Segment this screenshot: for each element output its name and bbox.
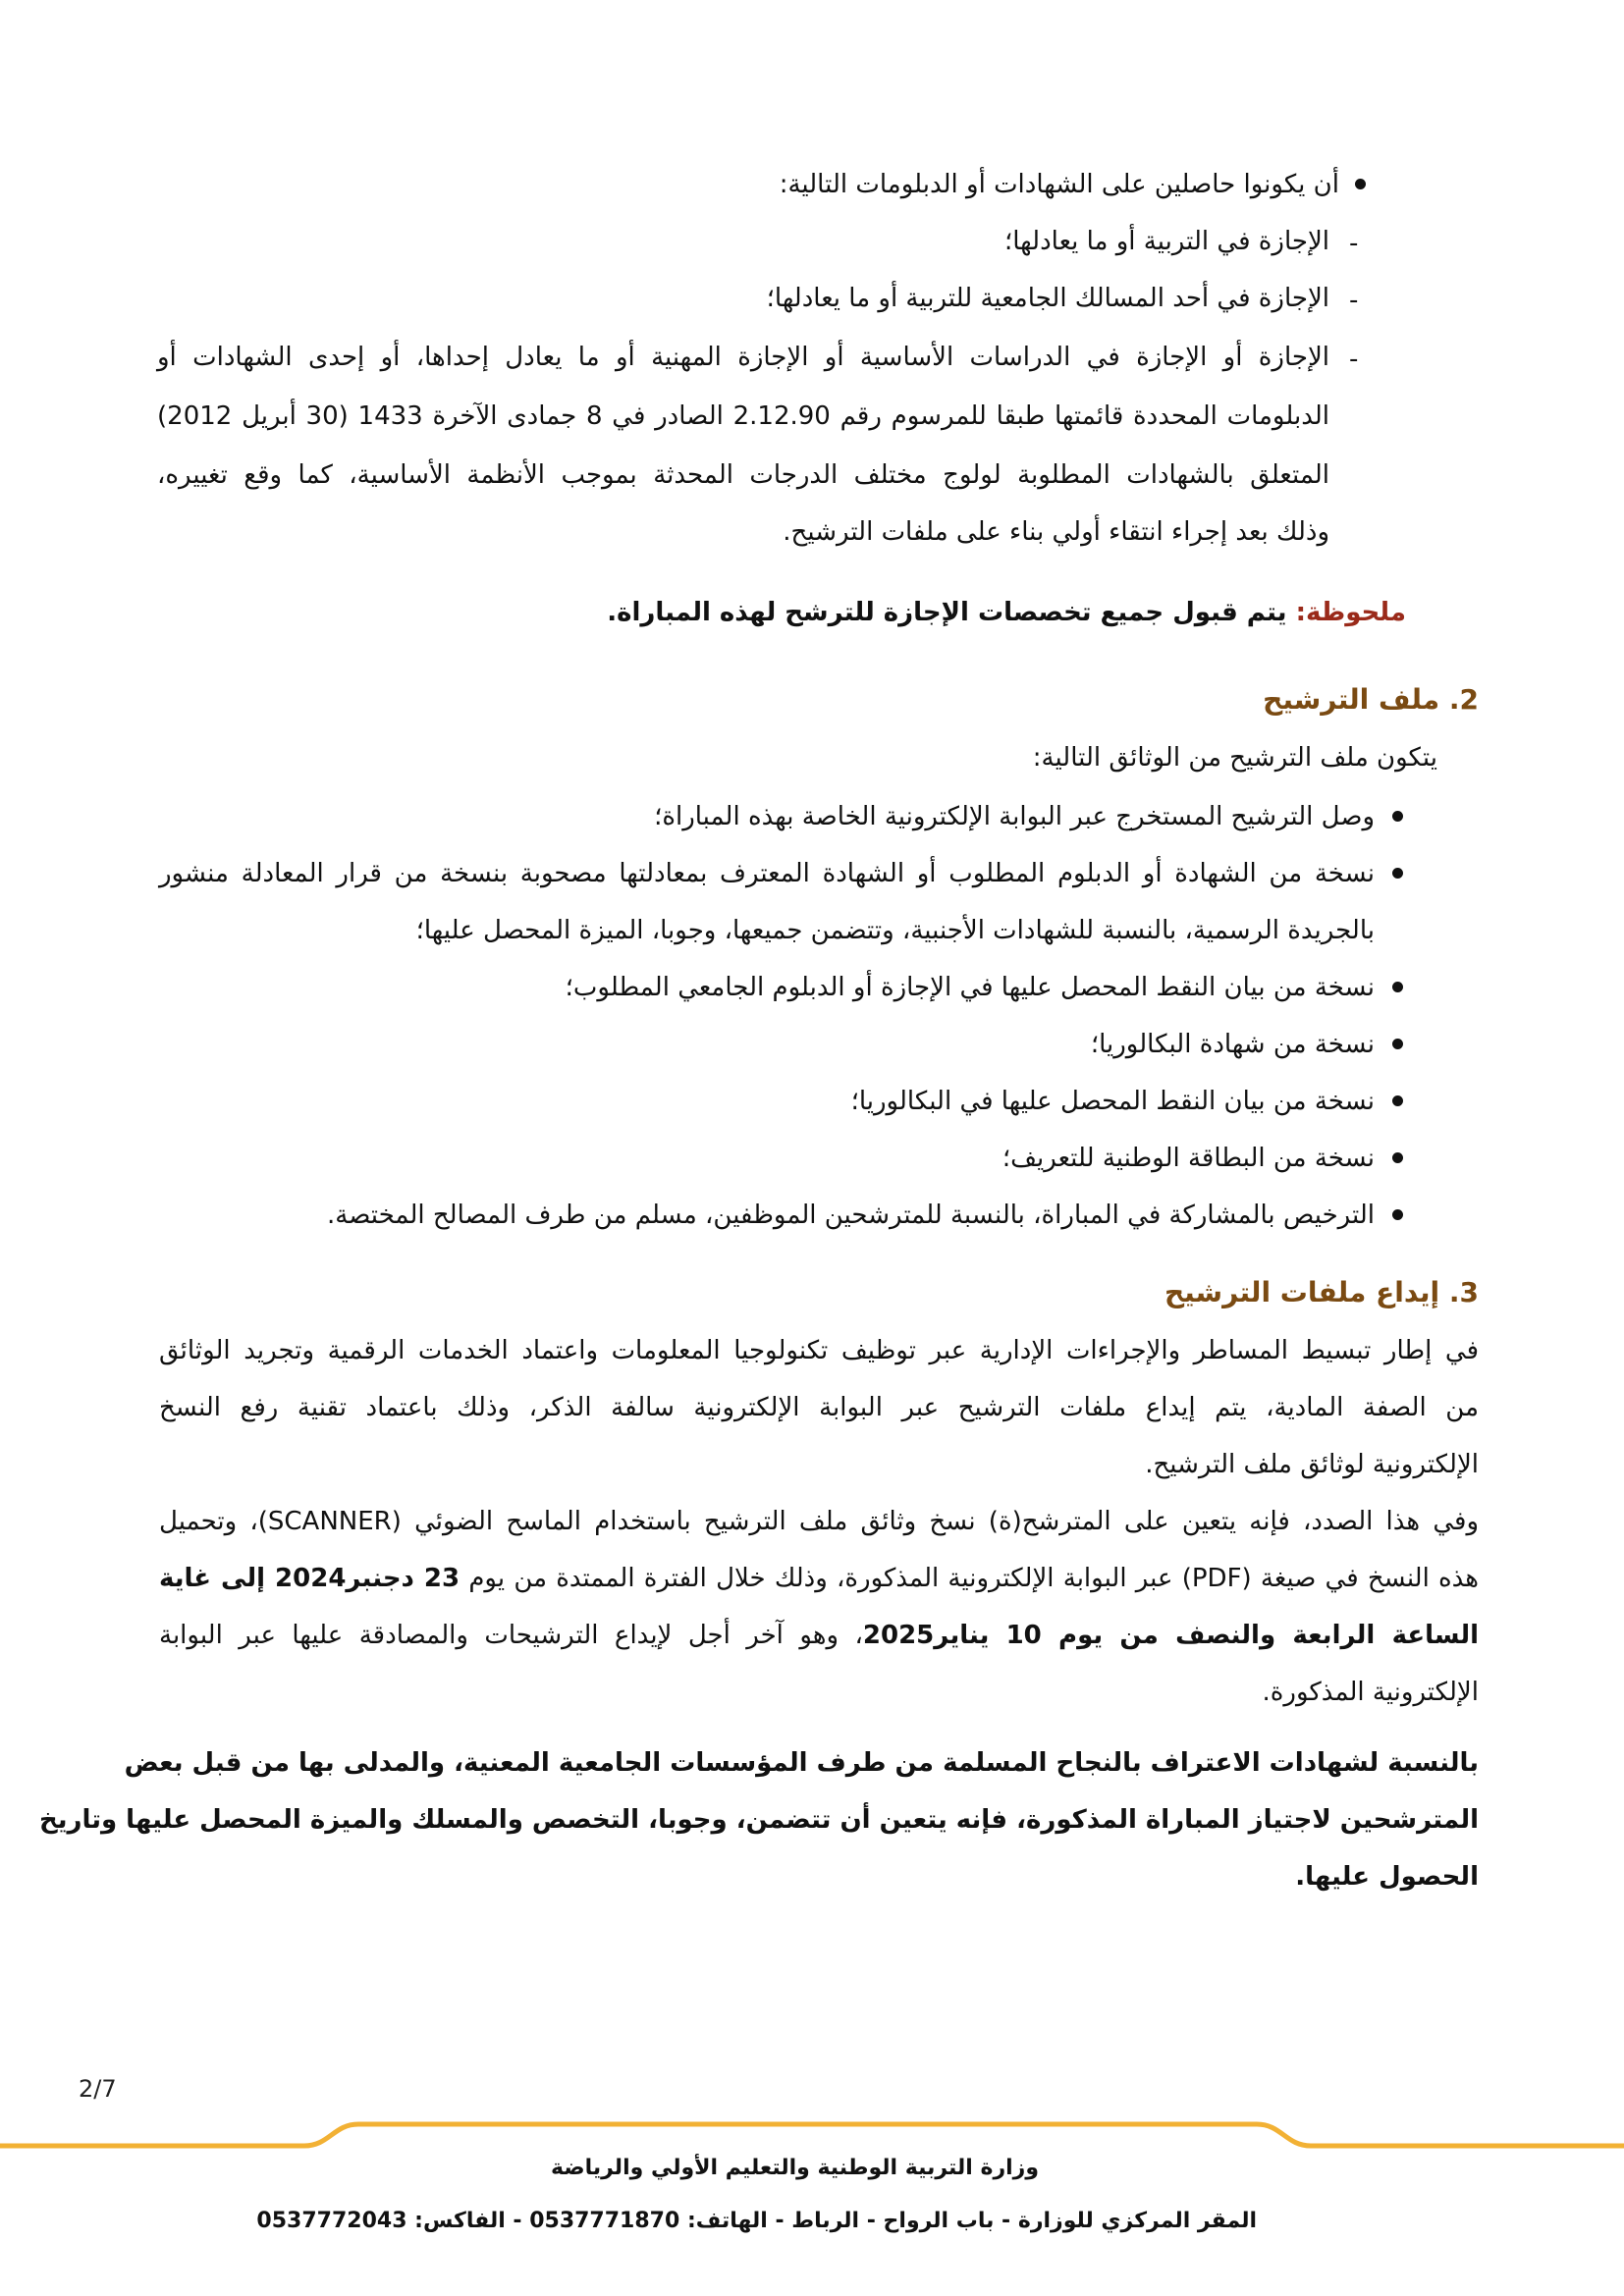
footer-ministry: وزارة التربية الوطنية والتعليم الأولي والرياضة: [551, 2156, 1039, 2180]
document-item: نسخة من الشهادة أو الدبلوم المطلوب أو الشهادة المعترف بمعادلتها مصحوبة بنسخة من قرار المعادلة منشور: [159, 859, 1375, 888]
dash-icon: -: [1349, 229, 1359, 258]
document-item: نسخة من بيان النقط المحصل عليها في البكالوريا؛: [850, 1087, 1375, 1116]
section-3-paragraph-line: الإلكترونية لوثائق ملف الترشيح.: [1145, 1450, 1479, 1479]
document-item: وصل الترشيح المستخرج عبر البوابة الإلكترونية الخاصة بهذه المباراة؛: [654, 802, 1375, 831]
bullet-icon: [1392, 1209, 1403, 1220]
condition-item-line: الدبلومات المحددة قائمتها طبقا للمرسوم رقم 2.12.90 الصادر في 8 جمادى الآخرة 1433 (30 أبريل 2012): [157, 401, 1329, 431]
section-2-title: ملف الترشيح: [1263, 683, 1440, 716]
section-3-paragraph-line: من الصفة المادية، يتم إيداع ملفات الترشيح عبر البوابة الإلكترونية سالفة الذكر، وذلك باعتماد تقنية رفع النسخ: [159, 1393, 1479, 1422]
bullet-icon: [1355, 179, 1366, 189]
section-3-title: إيداع ملفات الترشيح: [1164, 1276, 1440, 1308]
section-2-number: 2.: [1448, 683, 1479, 716]
certificate-note-line: الحصول عليها.: [1295, 1862, 1479, 1892]
deposit-period-text: هذه النسخ في صيغة (PDF) عبر البوابة الإلكترونية المذكورة، وذلك خلال الفترة الممتدة من يوم: [460, 1564, 1480, 1593]
dash-icon: -: [1349, 286, 1359, 315]
certificate-note-line: المترشحين لاجتياز المباراة المذكورة، فإنه يتعين أن تتضمن، وجوبا، التخصص والمسلك والميزة المحصل عليها وتاريخ: [38, 1805, 1479, 1835]
bullet-icon: [1392, 1039, 1403, 1049]
footer-address: المقر المركزي للوزارة - باب الرواح - الرباط - الهاتف: 0537771870 - الفاكس: 0537772043: [256, 2209, 1257, 2233]
note-text: يتم قبول جميع تخصصات الإجازة للترشح لهذه المباراة.: [607, 598, 1296, 627]
section-3-paragraph-line: في إطار تبسيط المساطر والإجراءات الإدارية عبر توظيف تكنولوجيا المعلومات واعتماد الخدمات الرقمية وتجريد الوثائق: [159, 1336, 1479, 1365]
document-item: الترخيص بالمشاركة في المباراة، بالنسبة للمترشحين الموظفين، مسلم من طرف المصالح المختصة.: [327, 1201, 1375, 1230]
conditions-intro: أن يكونوا حاصلين على الشهادات أو الدبلومات التالية:: [779, 170, 1339, 199]
section-3-paragraph-line: وفي هذا الصدد، فإنه يتعين على المترشح(ة) نسخ وثائق ملف الترشيح باستخدام الماسح الضوئي (SCANNER)، وتحميل: [159, 1507, 1479, 1536]
section-2-heading: [1263, 679, 1479, 721]
bullet-icon: [1392, 868, 1403, 879]
section-3-paragraph-line: [159, 1559, 1479, 1598]
certificate-note-line: بالنسبة لشهادات الاعتراف بالنجاح المسلمة من طرف المؤسسات الجامعية المعنية، والمدلى بها من قبل بعض: [124, 1748, 1479, 1778]
bullet-icon: [1392, 982, 1403, 992]
bullet-icon: [1392, 811, 1403, 822]
deposit-deadline-text: ، وهو آخر أجل لإيداع الترشيحات والمصادقة عليها عبر البوابة: [159, 1621, 863, 1650]
condition-item-line: الإجازة أو الإجازة في الدراسات الأساسية أو الإجازة المهنية أو ما يعادل إحداها، أو إحدى الشهادات أو: [157, 343, 1329, 372]
deposit-deadline: الساعة الرابعة والنصف من يوم 10 يناير2025: [862, 1621, 1479, 1650]
section-2-intro: يتكون ملف الترشيح من الوثائق التالية:: [1032, 743, 1437, 773]
document-item: نسخة من البطاقة الوطنية للتعريف؛: [1001, 1144, 1375, 1173]
section-3-paragraph-line: الإلكترونية المذكورة.: [1262, 1678, 1479, 1707]
condition-item: الإجازة في التربية أو ما يعادلها؛: [1003, 227, 1329, 256]
note-label: ملحوظة:: [1295, 598, 1406, 627]
document-item-continued: بالجريدة الرسمية، بالنسبة للشهادات الأجنبية، وتتضمن جميعها، وجوبا، الميزة المحصل عليها؛: [415, 916, 1375, 945]
document-item: نسخة من شهادة البكالوريا؛: [1090, 1030, 1375, 1059]
page-number: 2/7: [79, 2075, 117, 2103]
deposit-start-date: 23 دجنبر2024 إلى غاية: [159, 1564, 460, 1593]
condition-item: الإجازة في أحد المسالك الجامعية للتربية أو ما يعادلها؛: [766, 284, 1329, 313]
condition-item-line: المتعلق بالشهادات المطلوبة لولوج مختلف الدرجات المحدثة بموجب الأنظمة الأساسية، كما وقع تغييره،: [157, 460, 1329, 490]
section-3-number: 3.: [1448, 1276, 1479, 1308]
section-3-heading: [1164, 1272, 1479, 1313]
bullet-icon: [1392, 1152, 1403, 1163]
section-3-paragraph-line: [159, 1616, 1479, 1655]
dash-icon: -: [1349, 345, 1359, 374]
document-item: نسخة من بيان النقط المحصل عليها في الإجازة أو الدبلوم الجامعي المطلوب؛: [565, 973, 1375, 1002]
note: [607, 593, 1406, 632]
condition-item-line: وذلك بعد إجراء انتقاء أولي بناء على ملفات الترشيح.: [783, 517, 1329, 547]
bullet-icon: [1392, 1095, 1403, 1106]
